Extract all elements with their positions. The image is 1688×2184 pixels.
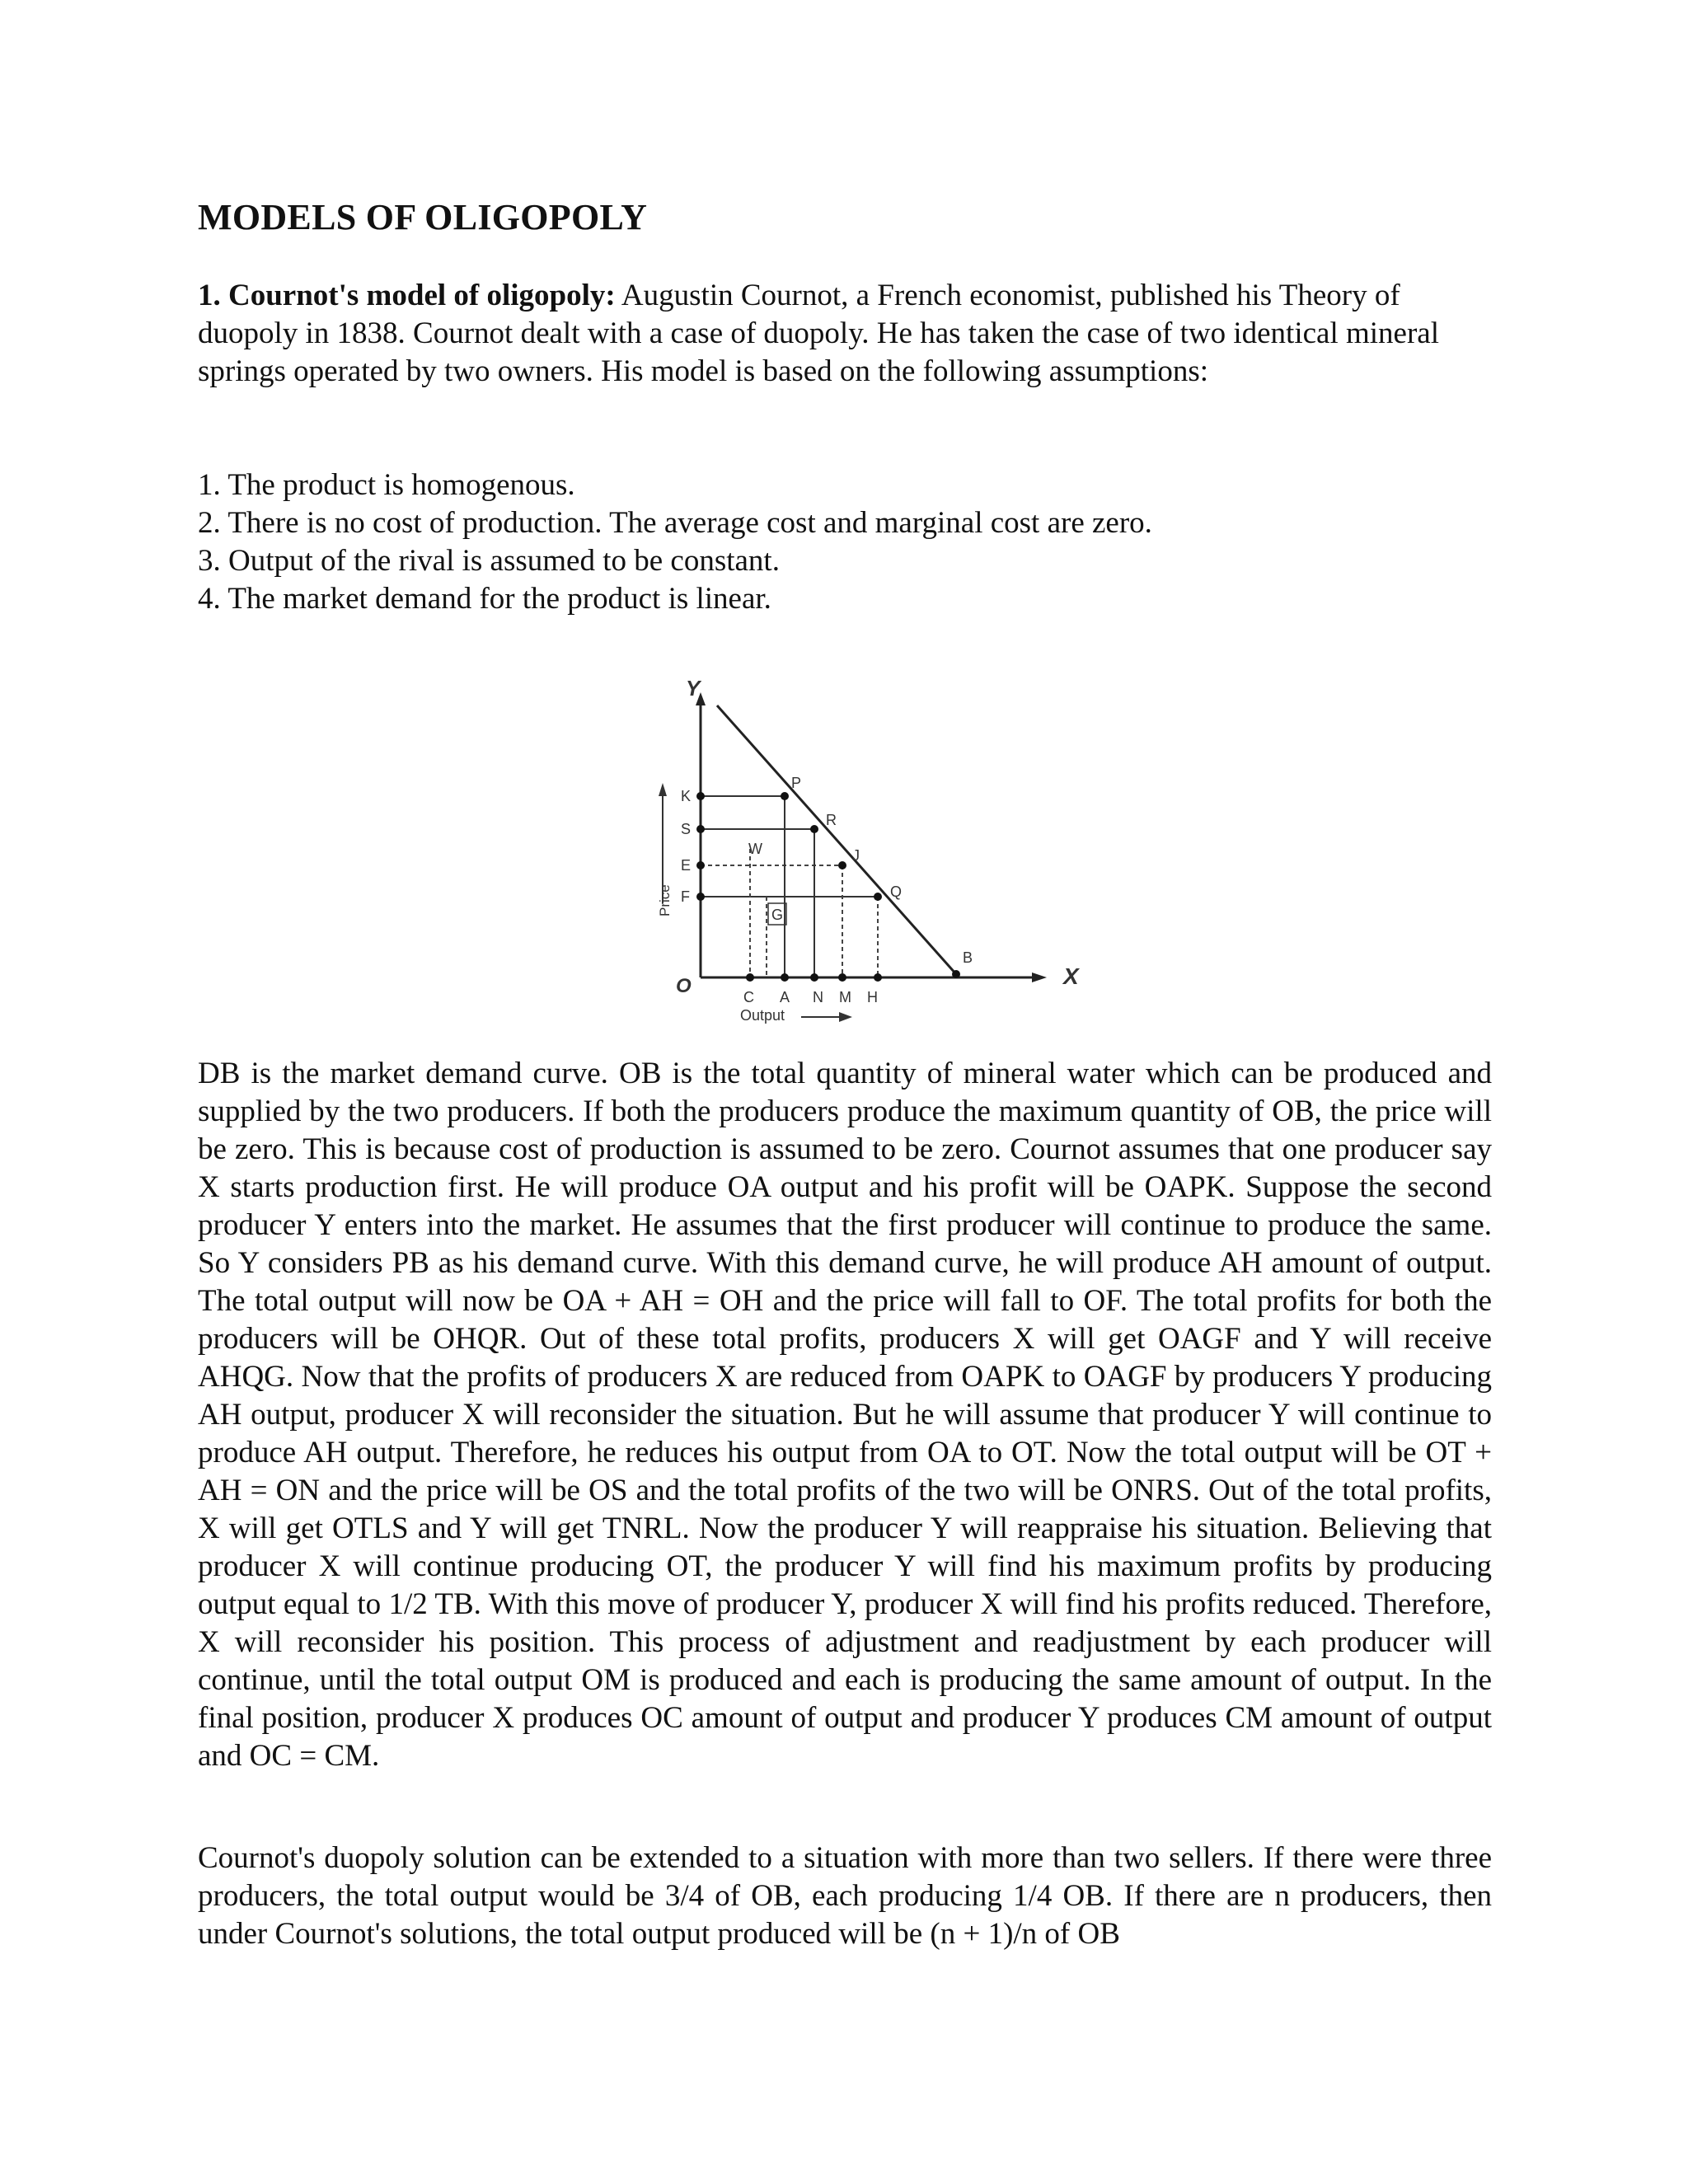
label-Q: Q [890, 883, 903, 900]
point-A [781, 973, 789, 982]
price-arrow-head [659, 783, 667, 796]
label-P: P [791, 775, 802, 791]
label-R: R [826, 812, 837, 828]
intro-paragraph [198, 277, 1492, 391]
assumption-item: 1. The product is homogenous. [198, 468, 575, 502]
point-B [952, 970, 960, 978]
extension-paragraph: Cournot's duopoly solution can be extended to a situation with more than two sellers. If there were three producers, the total output would be 3/4 of OB, each producing 1/4 OB. If there are n producers, then under Cournot's solutions, the total output produced will be (n + 1)/n of OB [198, 1841, 1492, 1951]
label-S: S [681, 821, 692, 837]
label-N: N [813, 989, 823, 1005]
point-N [810, 973, 818, 982]
point-M [838, 973, 846, 982]
explanation-paragraph: DB is the market demand curve. OB is the total quantity of mineral water which can be produced and supplied by the two producers. If both the producers produce the maximum quantity of OB, the price will be zero. This is because cost of production is assumed to be zero. Cournot assumes that one producer say X starts production first. He will produce OA output and his profit will be OAPK. Suppose the second producer Y enters into the market. He assumes that the first producer will continue to produce the same. So Y considers PB as his demand curve. With this demand curve, he will produce AH amount of output. The total output will now be OA + AH = OH and the price will fall to OF. The total profits for both the producers will be OHQR. Out of these total profits, producers X will get OAGF and Y will receive AHQG. Now that the profits of producers X are reduced from OAPK to OAGF by producers Y producing AH output, producer X will reconsider the situation. But he will assume that producer Y will continue to produce AH output. Therefore, he reduces his output from OA to OT. Now the total output will be OT + AH = ON and the price will be OS and the total profits of the two will be ONRS. Out of the total profits, X will get OTLS and Y will get TNRL. Now the producer Y will reappraise his situation. Believing that producer X will continue producing OT, the producer Y will find his maximum profits by producing output equal to 1/2 TB. With this move of producer Y, producer X will find his profits reduced. Therefore, X will reconsider his position. This process of adjustment and readjustment by each producer will continue, until the total output OM is produced and each is producing the same amount of output. In the final position, producer X produces OC amount of output and producer Y produces CM amount of output and OC = CM. [198, 1057, 1492, 1773]
output-label: Output [740, 1007, 785, 1024]
origin-label: O [676, 975, 692, 997]
label-A: A [780, 989, 790, 1005]
assumptions-list [198, 466, 1152, 618]
point-H [874, 973, 882, 982]
demand-curve [717, 705, 956, 974]
point-P [781, 792, 789, 800]
point-Q [874, 893, 882, 901]
point-E [696, 861, 705, 869]
point-R [810, 825, 818, 833]
label-J: J [852, 847, 860, 864]
assumption-item: 4. The market demand for the product is linear. [198, 582, 771, 616]
point-F [696, 893, 705, 901]
point-C [746, 973, 754, 982]
label-M: M [839, 989, 851, 1005]
intro-text: Augustin Cournot, a French economist, published his Theory of duopoly in 1838. Cournot dealt with a case of duopoly. He has taken the case of two identical mineral springs operated by two owners. His model is based on the following assumptions: [198, 279, 1439, 388]
point-J [838, 861, 846, 869]
label-K: K [681, 788, 692, 804]
price-label: Price [657, 884, 673, 916]
y-axis-label: Y [686, 681, 701, 701]
label-E: E [681, 857, 692, 874]
label-W: W [748, 841, 762, 857]
point-K [696, 792, 705, 800]
section-heading: 1. Cournot's model of oligopoly: [198, 279, 616, 312]
x-axis-label: X [1063, 963, 1079, 989]
label-C: C [743, 989, 754, 1005]
point-S [696, 825, 705, 833]
label-B: B [963, 949, 973, 966]
label-F: F [681, 888, 690, 905]
page-title: MODELS OF OLIGOPOLY [198, 197, 648, 237]
label-G: G [771, 907, 784, 923]
label-H: H [867, 989, 878, 1005]
assumption-item: 2. There is no cost of production. The average cost and marginal cost are zero. [198, 506, 1152, 540]
cournot-diagram [651, 681, 1104, 1035]
output-arrow-head [839, 1012, 852, 1022]
x-axis-arrow [1032, 972, 1047, 982]
assumption-item: 3. Output of the rival is assumed to be constant. [198, 544, 780, 578]
